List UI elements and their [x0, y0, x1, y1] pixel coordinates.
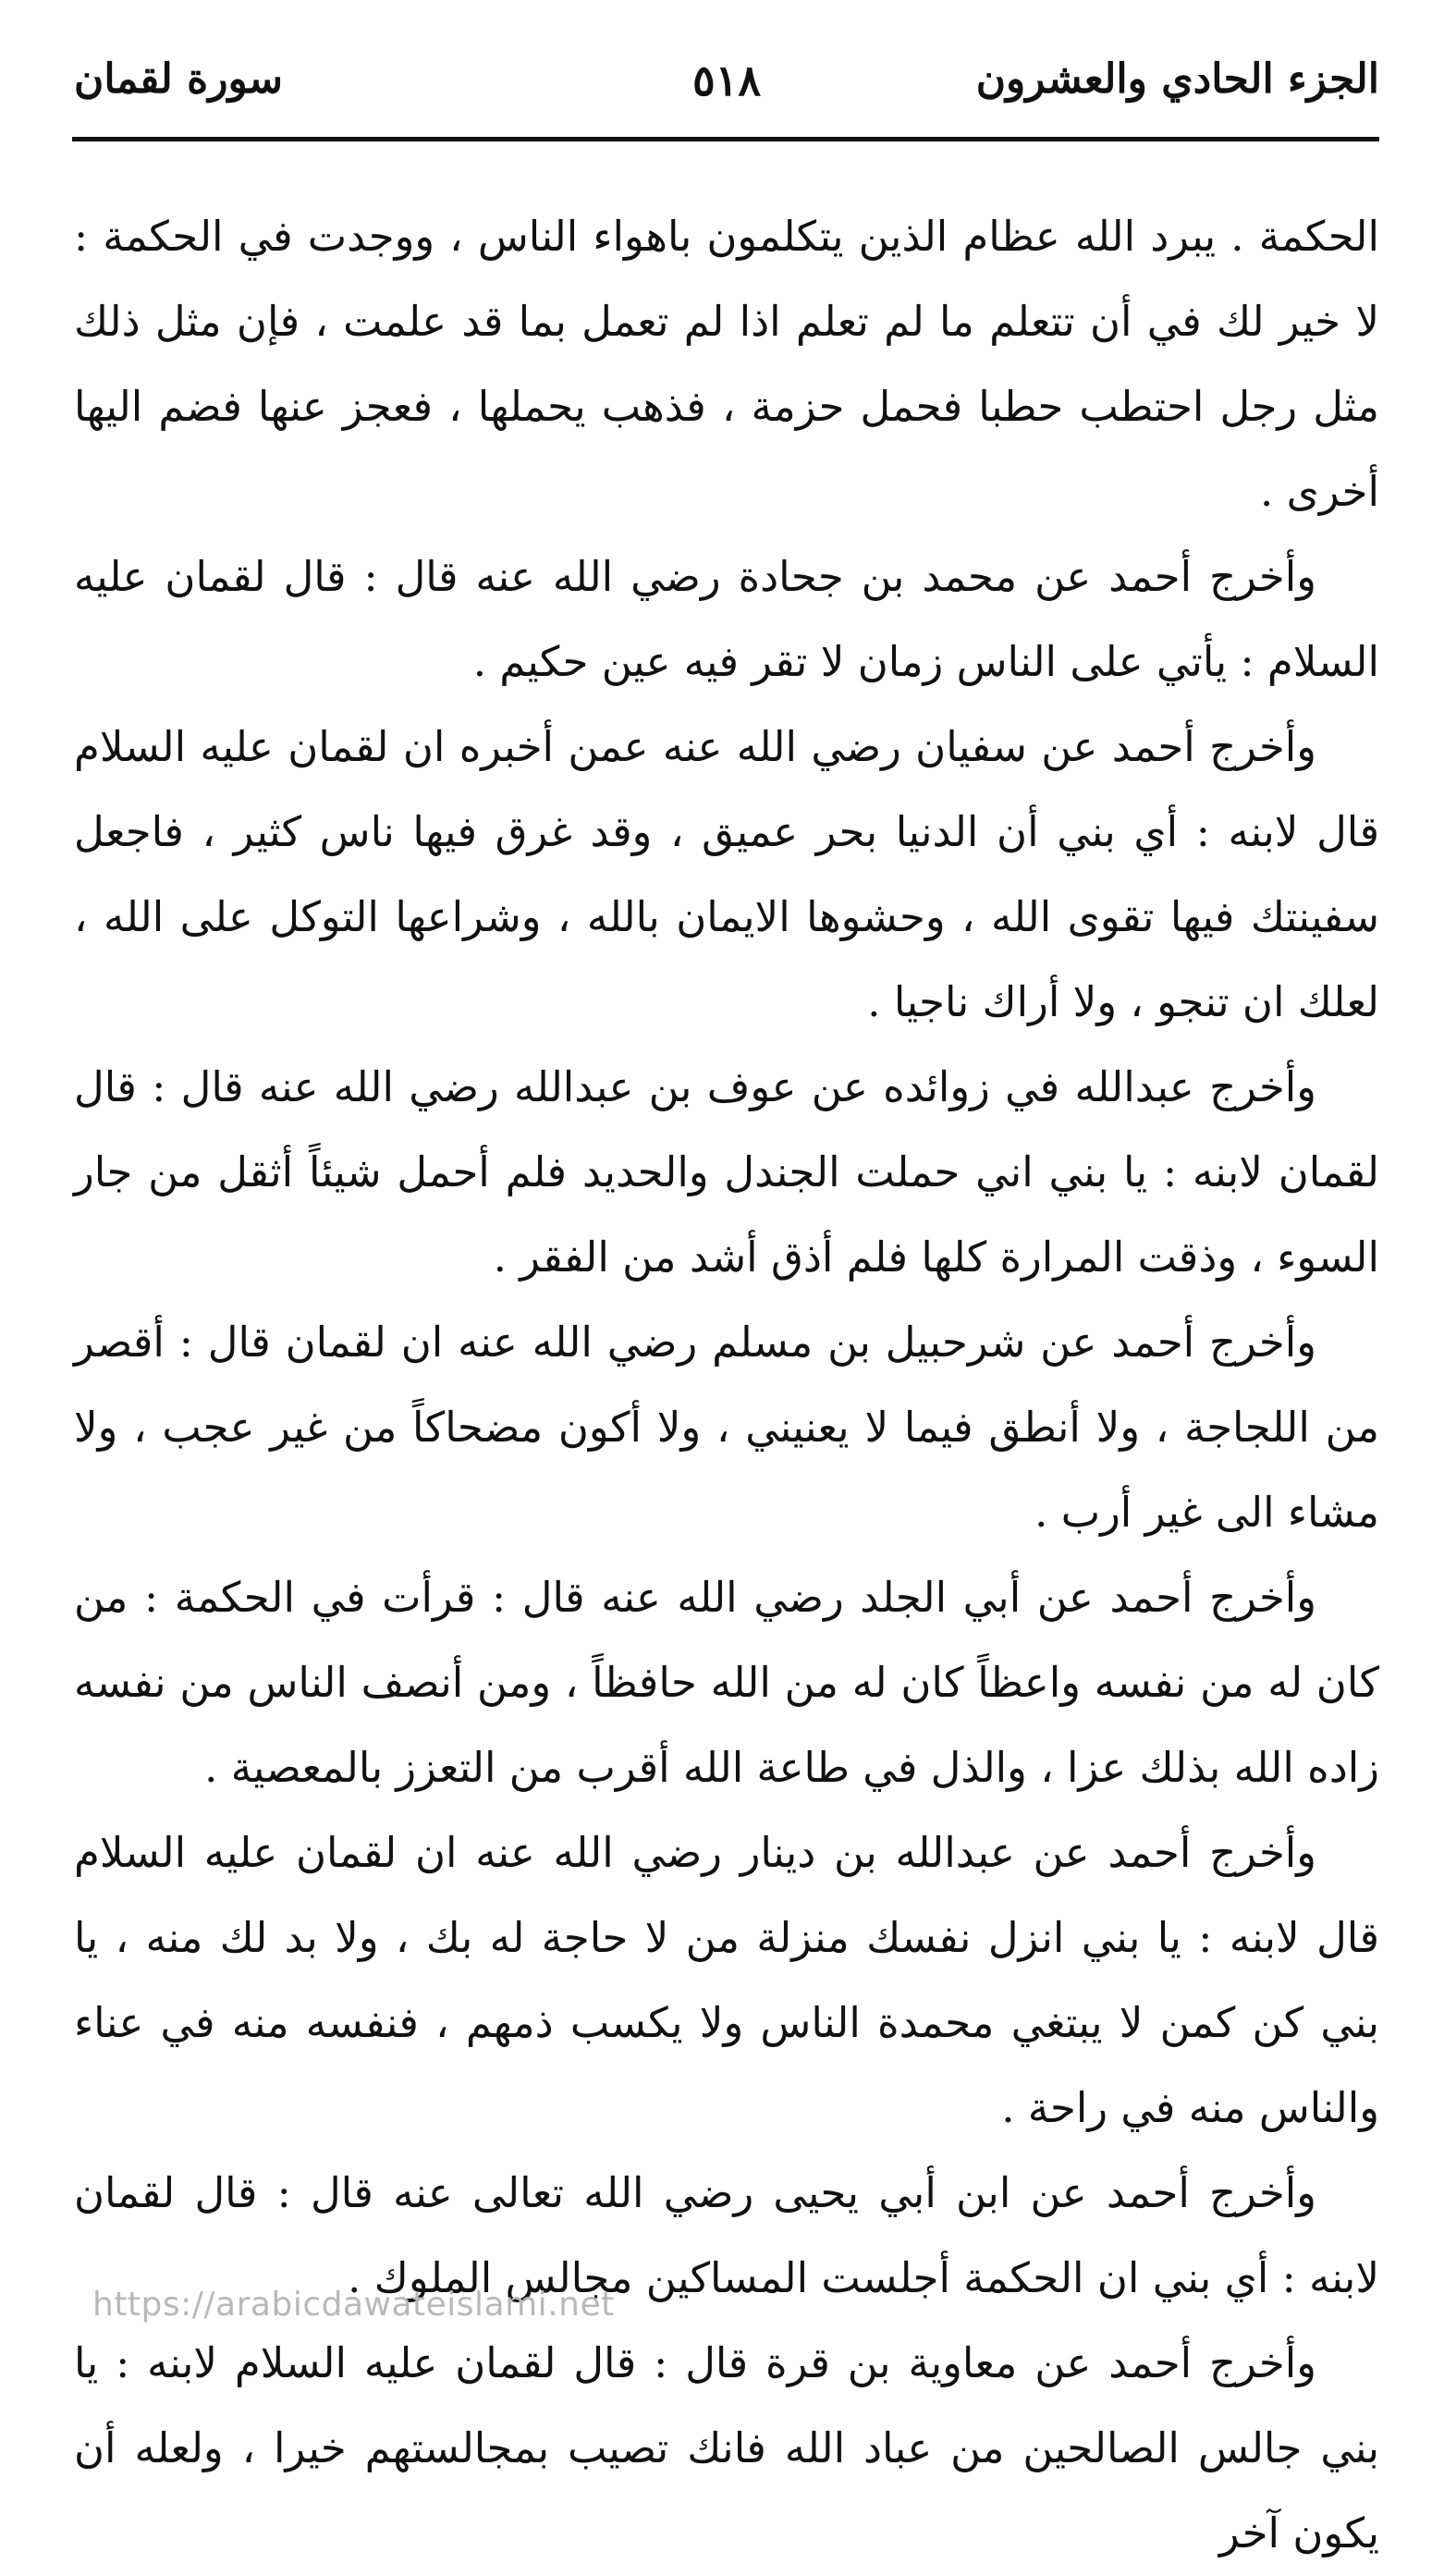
paragraph: وأخرج أحمد عن ابن أبي يحيى رضي الله تعالى عنه قال : قال لقمان لابنه : أي بني ان الحكمة أجلست المساكين مجالس الملوك .: [74, 2168, 1379, 2302]
watermark-url: https://arabicdawateislami.net: [92, 2286, 615, 2324]
paragraph: وأخرج أحمد عن شرحبيل بن مسلم رضي الله عنه ان لقمان قال : أقصر من اللجاجة ، ولا أنطق فيما لا يعنيني ، ولا أكون مضحاكاً من غير عجب ، ولا مشاء الى غير أرب .: [74, 1318, 1379, 1537]
surah-label: سورة لقمان: [74, 55, 284, 103]
paragraph-continuation: الحكمة . يبرد الله عظام الذين يتكلمون باهواء الناس ، ووجدت في الحكمة : لا خير لك في أن تتعلم ما لم تعلم اذا لم تعمل بما قد علمت ، فإن مثل ذلك مثل رجل احتطب حطبا فحمل حزمة ، فذهب يحملها ، فعجز عنها فضم اليها أخرى .: [74, 212, 1379, 516]
page-body: [74, 194, 1379, 2576]
paragraph: وأخرج أحمد عن سفيان رضي الله عنه عمن أخبره ان لقمان عليه السلام قال لابنه : أي بني أن الدنيا بحر عميق ، وقد غرق فيها ناس كثير ، فاجعل سفينتك فيها تقوى الله ، وحشوها الايمان بالله ، وشراعها التوكل على الله ، لعلك ان تنجو ، ولا أراك ناجيا .: [74, 722, 1379, 1026]
page-number: ٥١٨: [691, 55, 762, 105]
paragraph: وأخرج أحمد عن معاوية بن قرة قال : قال لقمان عليه السلام لابنه : يا بني جالس الصالحين من عباد الله فانك تصيب بمجالستهم خيرا ، ولعله أن يكون آخر: [74, 2338, 1379, 2558]
header-divider: [72, 137, 1379, 141]
juz-label: الجزء الحادي والعشرون: [975, 55, 1379, 103]
page-header: [74, 55, 1379, 129]
paragraph: وأخرج عبدالله في زوائده عن عوف بن عبدالله رضي الله عنه قال : قال لقمان لابنه : يا بني اني حملت الجندل والحديد فلم أحمل شيئاً أثقل من جار السوء ، وذقت المرارة كلها فلم أذق أشد من الفقر .: [74, 1062, 1379, 1282]
paragraph: وأخرج أحمد عن عبدالله بن دينار رضي الله عنه ان لقمان عليه السلام قال لابنه : يا بني انزل نفسك منزلة من لا حاجة له بك ، ولا بد لك منه ، يا بني كن كمن لا يبتغي محمدة الناس ولا يكسب ذمهم ، فنفسه منه في عناء والناس منه في راحة .: [74, 1828, 1379, 2132]
paragraph: وأخرج أحمد عن أبي الجلد رضي الله عنه قال : قرأت في الحكمة : من كان له من نفسه واعظاً كان له من الله حافظاً ، ومن أنصف الناس من نفسه زاده الله بذلك عزا ، والذل في طاعة الله أقرب من التعزز بالمعصية .: [74, 1573, 1379, 1792]
paragraph: وأخرج أحمد عن محمد بن جحادة رضي الله عنه قال : قال لقمان عليه السلام : يأتي على الناس زمان لا تقر فيه عين حكيم .: [74, 552, 1379, 686]
